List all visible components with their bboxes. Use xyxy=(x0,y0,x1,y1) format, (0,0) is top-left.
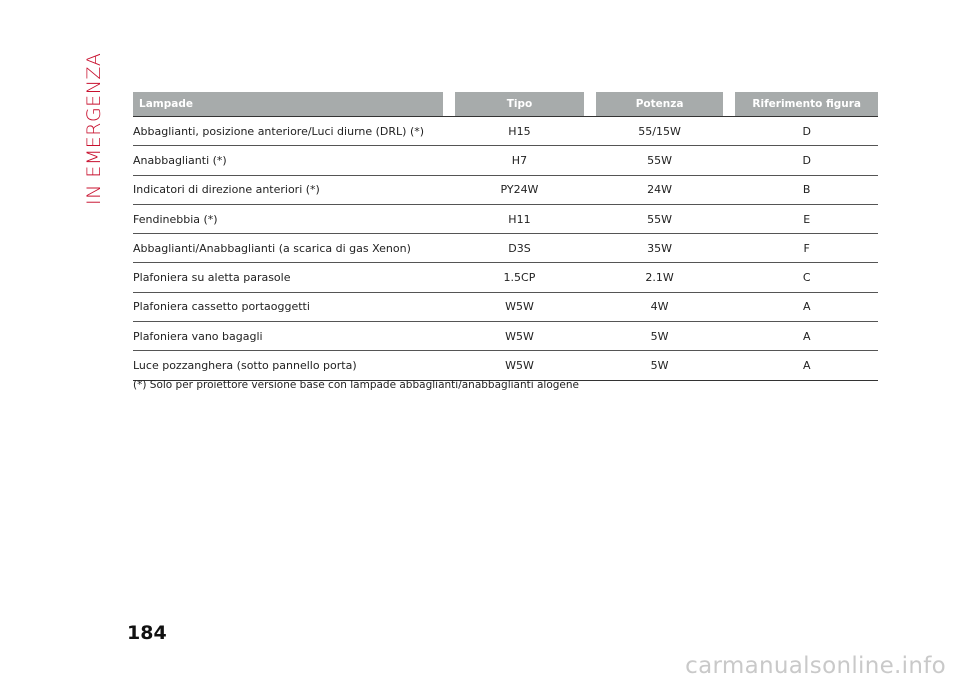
table-row xyxy=(133,117,878,146)
watermark: carmanualsonline.info xyxy=(685,653,946,679)
section-title: IN EMERGENZA xyxy=(83,52,105,205)
cell-tipo: 1.5CP xyxy=(503,271,536,285)
cell-lampada: Plafoniera cassetto portaoggetti xyxy=(133,300,310,314)
cell-tipo: W5W xyxy=(505,329,534,343)
cell-lampada: Plafoniera vano bagagli xyxy=(133,329,263,343)
cell-lampada: Plafoniera su aletta parasole xyxy=(133,271,291,285)
table-row xyxy=(133,293,878,322)
cell-tipo: D3S xyxy=(508,241,531,255)
bulb-table xyxy=(133,92,878,381)
cell-potenza: 55W xyxy=(647,212,673,226)
table-header xyxy=(133,92,878,116)
table-row xyxy=(133,351,878,380)
cell-potenza: 35W xyxy=(647,241,673,255)
cell-riferimento: F xyxy=(803,241,810,255)
cell-potenza: 4W xyxy=(650,300,669,314)
cell-lampada: Luce pozzanghera (sotto pannello porta) xyxy=(133,359,357,373)
cell-tipo: W5W xyxy=(505,359,534,373)
cell-riferimento: B xyxy=(802,183,811,197)
cell-lampada: Anabbaglianti (*) xyxy=(133,153,227,167)
table-body xyxy=(133,117,878,381)
table-row xyxy=(133,146,878,175)
header-tipo: Tipo xyxy=(455,92,584,116)
cell-lampada: Abbaglianti/Anabbaglianti (a scarica di gas Xenon) xyxy=(133,241,411,255)
cell-riferimento: C xyxy=(802,271,811,285)
cell-lampada: Indicatori di direzione anteriori (*) xyxy=(133,183,320,197)
page-number: 184 xyxy=(127,622,167,644)
cell-riferimento: D xyxy=(802,153,811,167)
cell-riferimento: A xyxy=(802,359,811,373)
footnote: (*) Solo per proiettore versione base con lampade abbaglianti/anabbaglianti alogene xyxy=(133,379,579,391)
header-lampade: Lampade xyxy=(133,92,443,116)
cell-riferimento: E xyxy=(803,212,811,226)
cell-potenza: 24W xyxy=(647,183,673,197)
cell-riferimento: A xyxy=(802,329,811,343)
cell-tipo: W5W xyxy=(505,300,534,314)
cell-tipo: H15 xyxy=(508,124,531,138)
table-row xyxy=(133,322,878,351)
table-row xyxy=(133,234,878,263)
cell-potenza: 5W xyxy=(650,359,669,373)
cell-potenza: 55W xyxy=(647,153,673,167)
cell-tipo: H11 xyxy=(508,212,531,226)
table-row xyxy=(133,176,878,205)
cell-lampada: Fendinebbia (*) xyxy=(133,212,218,226)
cell-tipo: H7 xyxy=(511,153,528,167)
cell-riferimento: D xyxy=(802,124,811,138)
cell-riferimento: A xyxy=(802,300,811,314)
cell-lampada: Abbaglianti, posizione anteriore/Luci diurne (DRL) (*) xyxy=(133,124,425,138)
cell-tipo: PY24W xyxy=(500,183,539,197)
table-row xyxy=(133,205,878,234)
cell-potenza: 5W xyxy=(650,329,669,343)
cell-potenza: 55/15W xyxy=(638,124,681,138)
table-row xyxy=(133,263,878,292)
header-riferimento: Riferimento figura xyxy=(735,92,878,116)
cell-potenza: 2.1W xyxy=(645,271,674,285)
header-potenza: Potenza xyxy=(596,92,724,116)
